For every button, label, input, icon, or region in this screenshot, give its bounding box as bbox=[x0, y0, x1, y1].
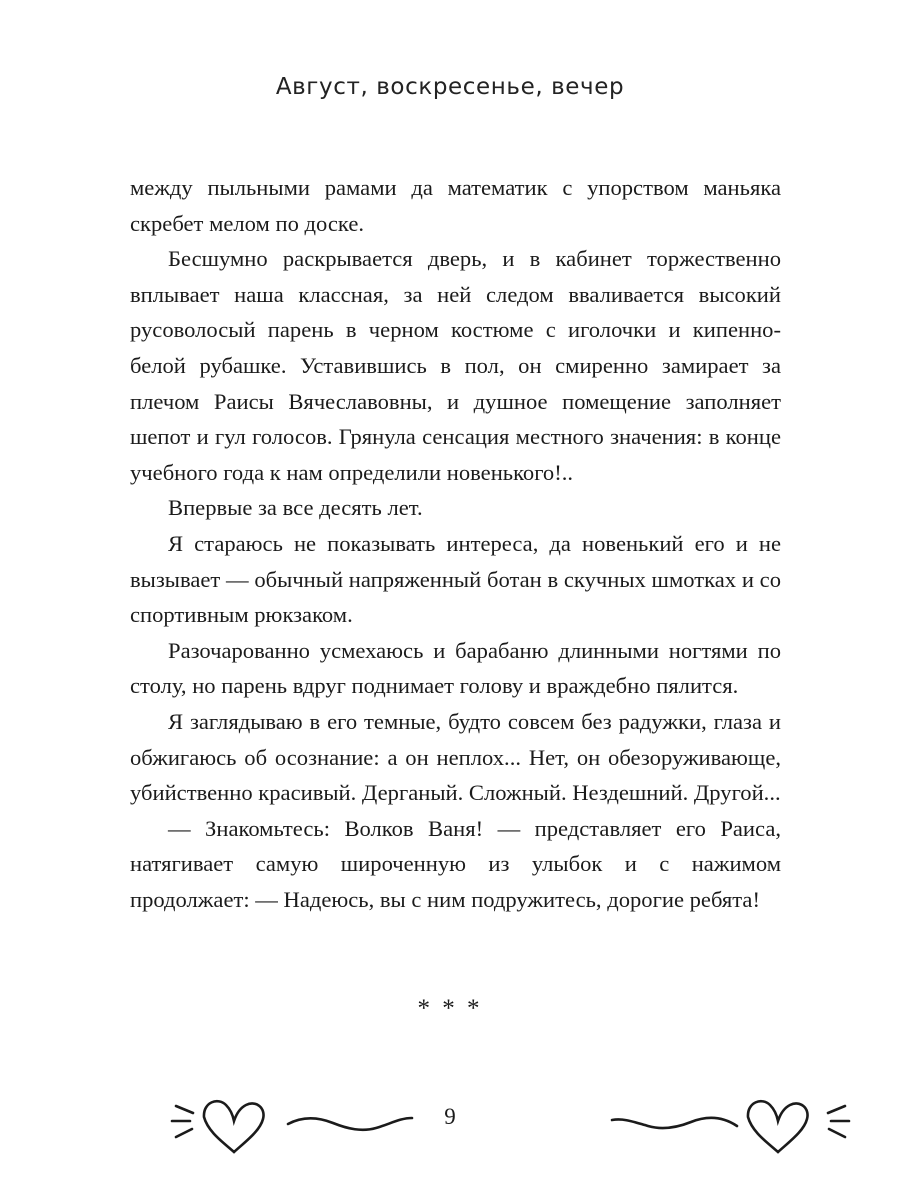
paragraph: Бесшумно раскрывается дверь, и в кабинет торжественно вплывает наша классная, за ней следом вваливается высокий русоволосый парень в черном костюме с иголочки и кипенно-белой рубашке. Уставившись в пол, он смиренно замирает за плечом Раисы Вячеславовны, и душное помещение заполняет шепот и гул голосов. Грянула сенсация местного значения: в конце учебного года к нам определили новенького!.. bbox=[130, 246, 781, 485]
paragraph: Я заглядываю в его темные, будто совсем без радужки, глаза и обжигаюсь об осознание: а он неплох... Нет, он обезоруживающе, убийственно красивый. Дерганый. Сложный. Нездешний. Другой... bbox=[130, 708, 781, 806]
body-text-block bbox=[130, 170, 781, 917]
page-number: 9 bbox=[444, 1104, 456, 1129]
paragraph: Разочарованно усмехаюсь и барабаню длинными ногтями по столу, но парень вдруг поднимает голову и враждебно пялится. bbox=[130, 637, 781, 699]
paragraph: — Знакомьтесь: Волков Ваня! — представляет его Раиса, натягивает самую широченную из улыбок и с нажимом продолжает: — Надеюсь, вы с ним подружитесь, дорогие ребята! bbox=[130, 815, 781, 912]
paragraph: Я стараюсь не показывать интереса, да новенький его и не вызывает — обычный напряженный ботан в скучных шмотках и со спортивным рюкзаком. bbox=[130, 530, 781, 628]
running-head: Август, воскресенье, вечер bbox=[275, 74, 625, 100]
paragraph: между пыльными рамами да математик с упорством маньяка скребет мелом по доске. bbox=[130, 175, 781, 236]
scene-break-divider: * * * bbox=[417, 995, 483, 1022]
paragraph: Впервые за все десять лет. bbox=[168, 495, 423, 521]
